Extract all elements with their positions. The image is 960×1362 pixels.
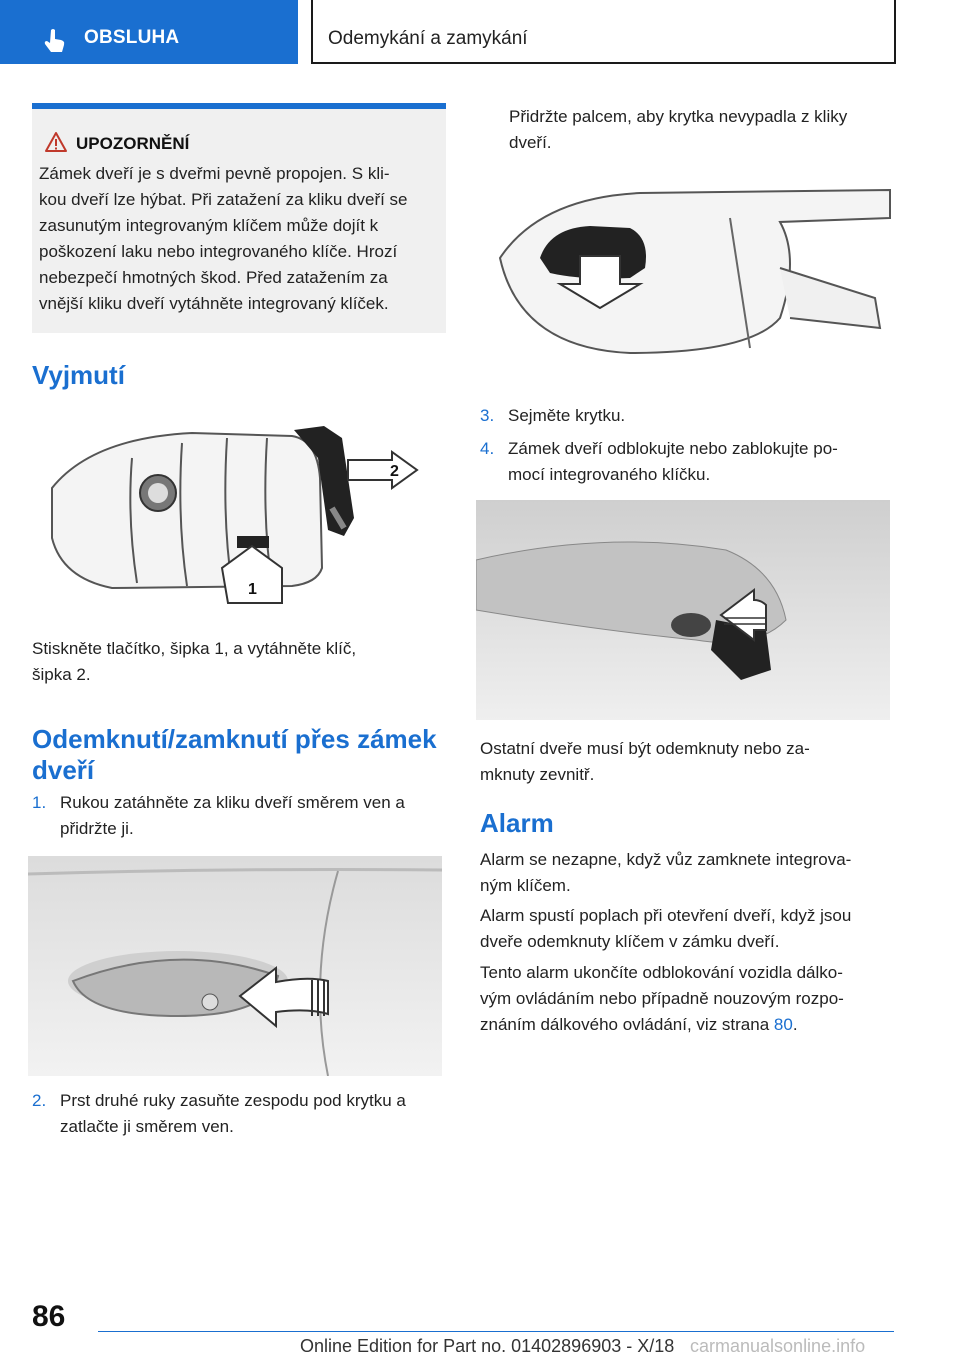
heading-odemknuti: [32, 724, 452, 786]
arrow-label-2: 2: [390, 463, 399, 480]
footer-divider: [98, 1331, 894, 1332]
heading-vyjmuti: Vyjmutí: [32, 360, 125, 390]
alarm-line: [480, 1012, 898, 1038]
alarm-line: Alarm se nezapne, když vůz zamknete integrova-: [480, 850, 852, 869]
caption-line: Stiskněte tlačítko, šipka 1, a vytáhněte klíč,: [32, 639, 357, 658]
note-line: Ostatní dveře musí být odemknuty nebo za-: [480, 739, 810, 758]
section-tab: [0, 0, 298, 64]
alarm-line: dveře odemknuty klíčem v zámku dveří.: [480, 932, 780, 951]
section-label: OBSLUHA: [84, 27, 180, 48]
step-line: přidržte ji.: [60, 819, 134, 838]
step-number: 4.: [480, 439, 495, 458]
warning-text: [39, 161, 441, 317]
warning-box: [32, 103, 446, 333]
heading-line: Odemknutí/zamknutí přes zámek: [32, 724, 437, 754]
hold-line: dveří.: [509, 133, 552, 152]
warning-line: zasunutým integrovaným klíčem může dojít k: [39, 216, 379, 235]
hold-instruction: [509, 104, 899, 156]
alarm-line: vým ovládáním nebo případně nouzovým rozpo-: [480, 989, 844, 1008]
heading-line: dveří: [32, 755, 95, 785]
page-reference-link[interactable]: 80: [773, 1015, 793, 1034]
alarm-line-end: .: [792, 1015, 798, 1034]
heading-alarm: Alarm: [480, 808, 554, 838]
warning-line: Zámek dveří je s dveřmi pevně propojen. S kli-: [39, 164, 390, 183]
vyjmuti-caption: [32, 636, 446, 688]
step-1: [32, 790, 446, 842]
alarm-line: Alarm spustí poplach při otevření dveří, když jsou: [480, 906, 852, 925]
other-doors-note: [480, 736, 894, 788]
step-text: [508, 436, 838, 488]
step-3: [480, 403, 894, 429]
hold-line: Přidržte palcem, aby krytka nevypadla z kliky: [509, 107, 848, 126]
step-line: zatlačte ji směrem ven.: [60, 1117, 234, 1136]
alarm-line: ným klíčem.: [480, 876, 571, 895]
step-line: Zámek dveří odblokujte nebo zablokujte po-: [508, 439, 838, 458]
step-text: [508, 403, 625, 429]
alarm-paragraph-3: [480, 960, 898, 1038]
warning-line: vnější kliku dveří vytáhněte integrovaný klíček.: [39, 294, 389, 313]
alarm-line-text: znáním dálkového ovládání, viz strana: [480, 1015, 774, 1034]
warning-line: nebezpečí hmotných škod. Před zatažením za: [39, 268, 388, 287]
caption-line: šipka 2.: [32, 665, 91, 684]
warning-triangle-icon: [44, 131, 68, 153]
step-text: [60, 790, 405, 842]
step-number: 3.: [480, 406, 495, 425]
step-4: [480, 436, 894, 488]
key-removal-illustration: [32, 418, 446, 610]
step-2: [32, 1088, 452, 1140]
warning-heading: UPOZORNĚNÍ: [76, 134, 190, 153]
alarm-paragraph-1: [480, 847, 898, 899]
chapter-header: [312, 0, 896, 64]
arrow-label-1: 1: [248, 581, 257, 598]
cover-removal-illustration: [480, 178, 894, 378]
edition-text: Online Edition for Part no. 01402896903 - X/18: [300, 1336, 675, 1356]
chapter-title: Odemykání a zamykání: [328, 28, 528, 49]
page-number: 86: [32, 1300, 66, 1333]
step-line: Sejměte krytku.: [508, 406, 626, 425]
note-line: mknuty zevnitř.: [480, 765, 595, 784]
warning-line: kou dveří lze hýbat. Při zatažení za kliku dveří se: [39, 190, 408, 209]
step-line: Rukou zatáhněte za kliku dveří směrem ven a: [60, 793, 405, 812]
step-line: mocí integrovaného klíčku.: [508, 465, 711, 484]
step-number: 1.: [32, 793, 47, 812]
hand-pointer-icon: [40, 26, 70, 56]
key-in-lock-photo: [476, 500, 890, 720]
door-handle-pull-photo: [28, 856, 442, 1076]
step-text: [60, 1088, 406, 1140]
warning-line: poškození laku nebo integrovaného klíče. Hrozí: [39, 242, 398, 261]
alarm-paragraph-2: [480, 903, 898, 955]
step-line: Prst druhé ruky zasuňte zespodu pod krytku a: [60, 1091, 406, 1110]
alarm-line: Tento alarm ukončíte odblokování vozidla dálko-: [480, 963, 843, 982]
step-number: 2.: [32, 1091, 47, 1110]
watermark: carmanualsonline.info: [690, 1336, 866, 1356]
